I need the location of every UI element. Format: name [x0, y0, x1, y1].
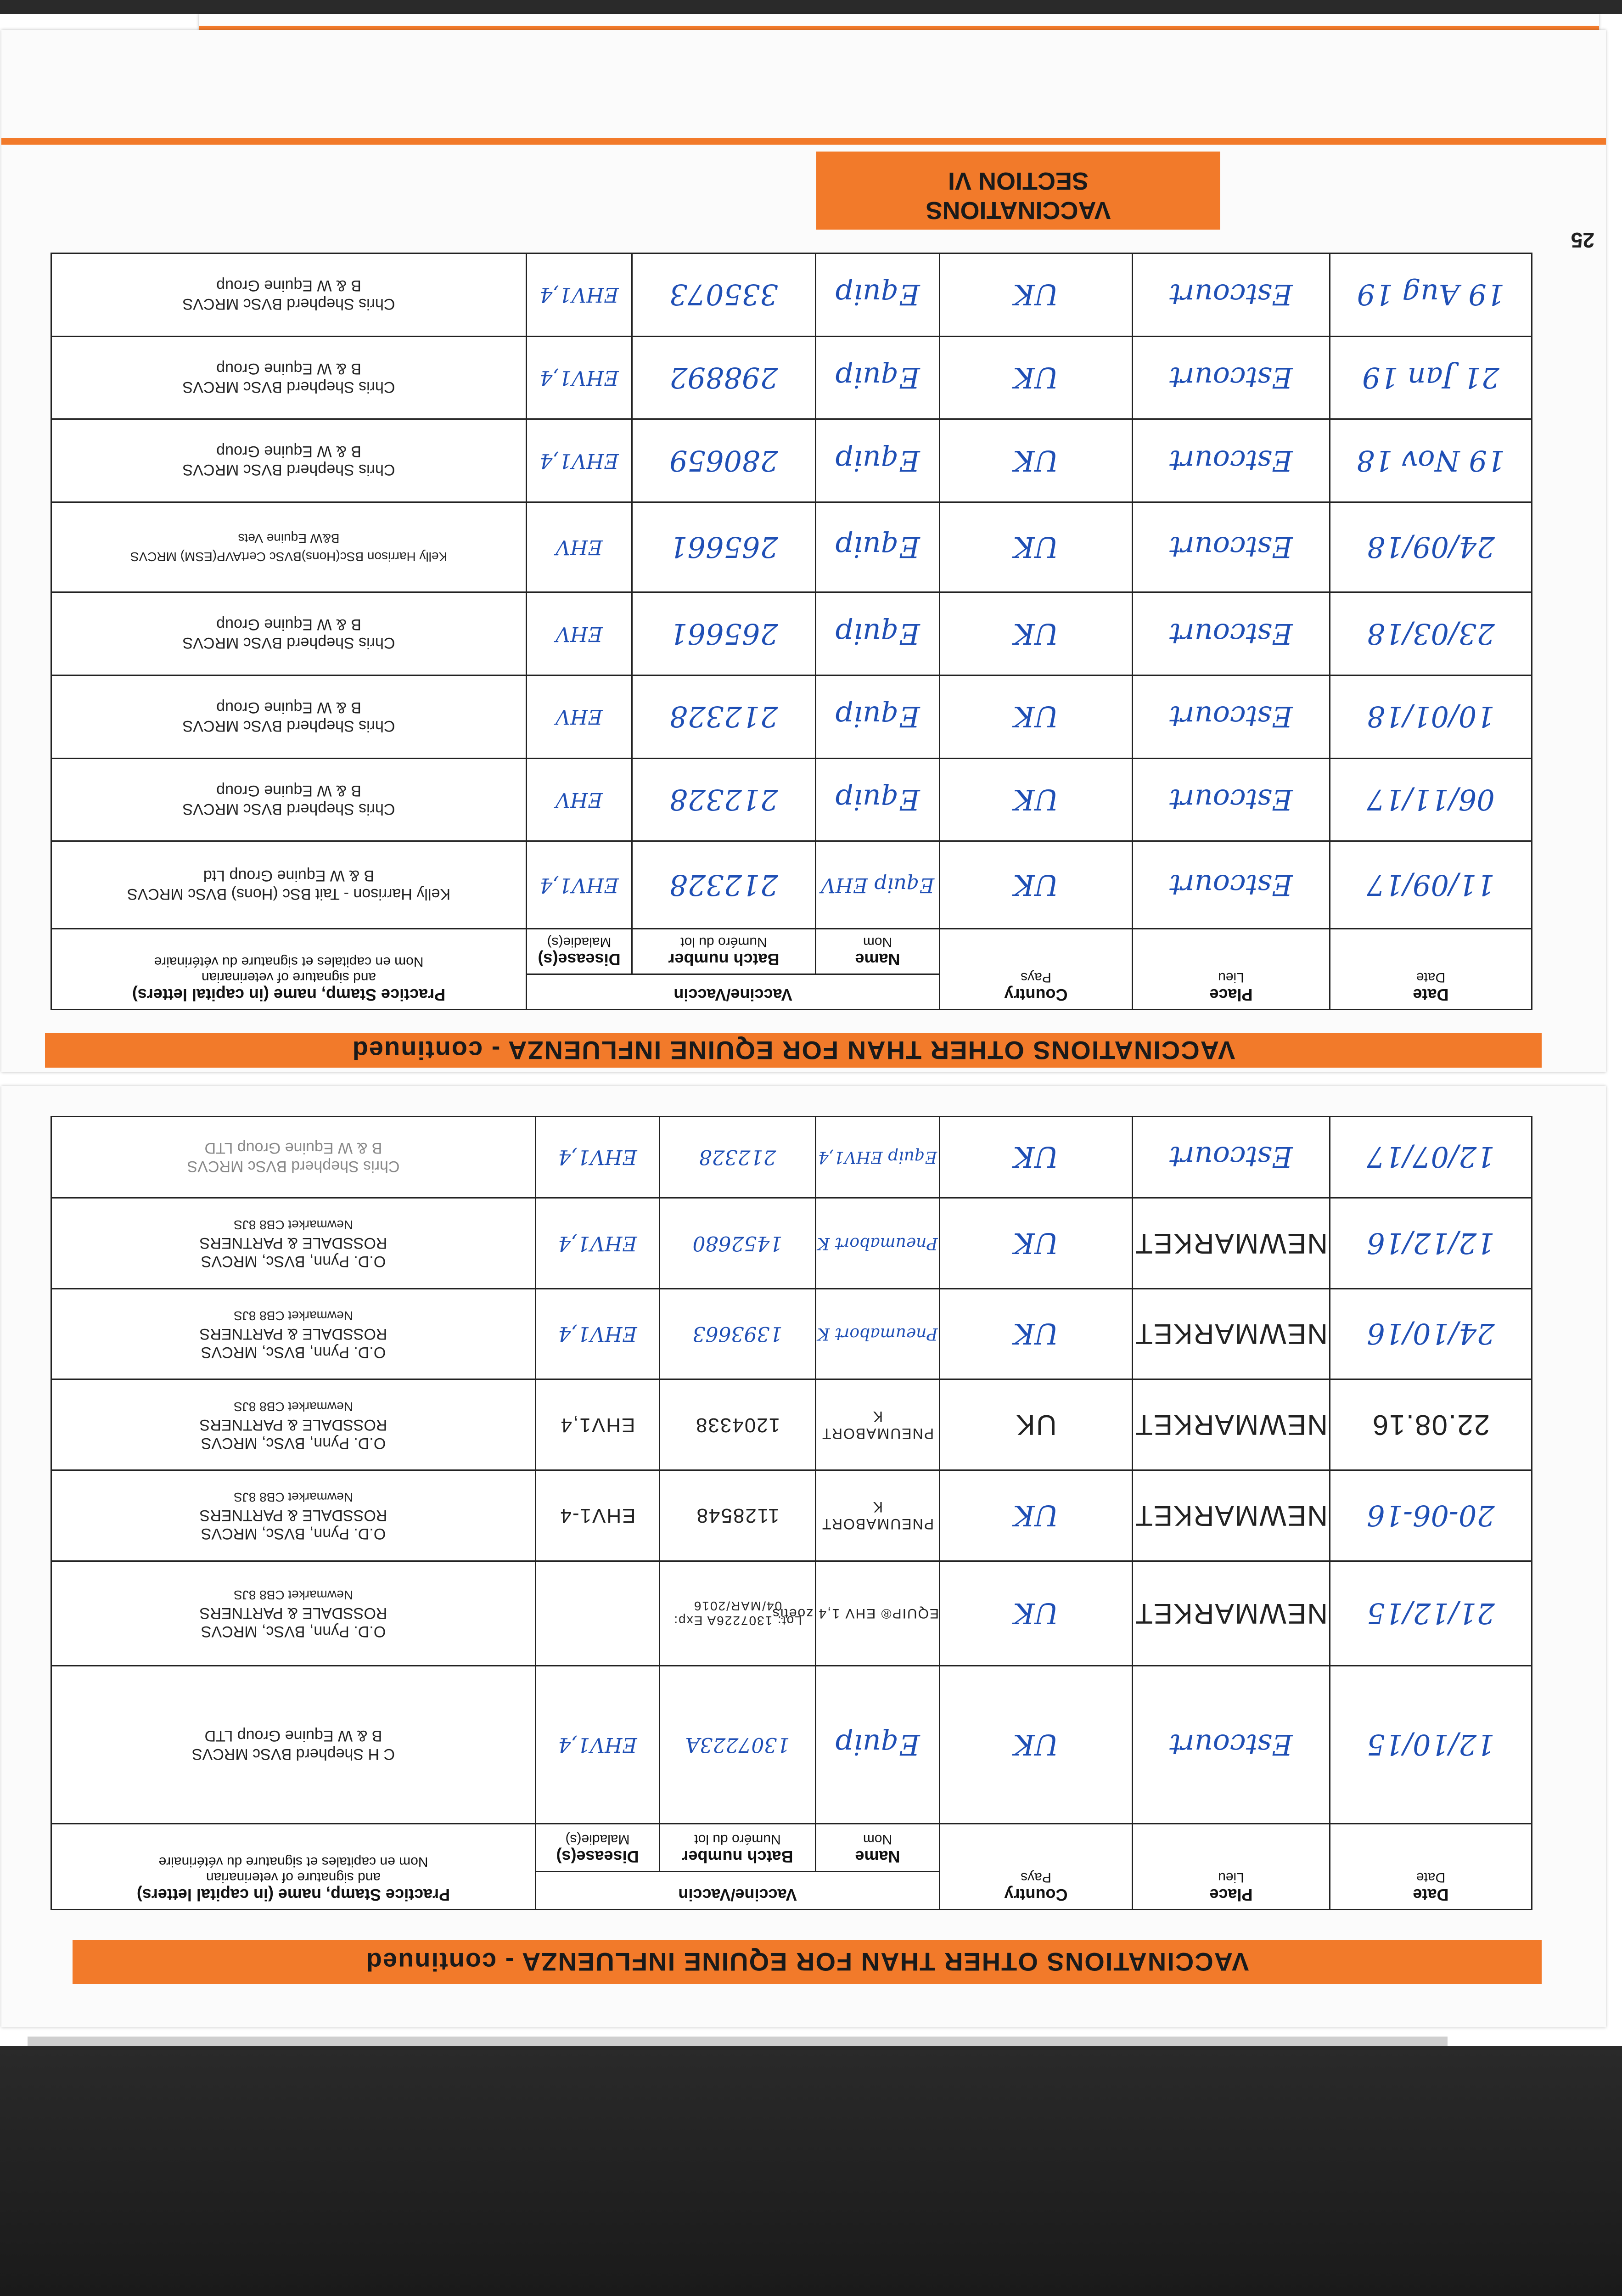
cell-name: Equip [816, 253, 940, 337]
cell-batch: 1393663 [660, 1289, 816, 1379]
cell-batch: 212328 [660, 1117, 816, 1198]
table-row [51, 1117, 1532, 1198]
header-stamp: Practice Stamp, name (in capital letters) and signature of veterinarian Nom en capitales et signature du vétérinaire [51, 929, 527, 1010]
cell-country: UK [940, 419, 1133, 502]
vet-stamp: O.D. Pynn, BVSc, MRCVS ROSSDALE & PARTNERS Newmarket CB8 8JS [51, 1198, 536, 1289]
scanner-edge-bottom [0, 2046, 1622, 2296]
vet-stamp: Chris Shepherd BVSc MRCVS B & W Equine Group [51, 253, 527, 337]
header-country: Country Pays [940, 1823, 1133, 1909]
table-row [51, 253, 1532, 337]
cell-name: Equip [816, 419, 940, 502]
cell-batch: 265661 [632, 592, 816, 675]
vet-stamp: Chris Shepherd BVSc MRCVS B & W Equine Group [51, 419, 527, 502]
vet-stamp: Chris Shepherd BVSc MRCVS B & W Equine Group LTD [51, 1117, 536, 1198]
cell-batch: 1204338 [660, 1379, 816, 1470]
vet-stamp: Chris Shepherd BVSc MRCVS B & W Equine Group [51, 592, 527, 675]
vet-stamp: Kelly Harrison - Tait BSc (Hons) BVSc MRCVS B & W Equine Group Ltd [51, 841, 527, 929]
vet-stamp: Kelly Harrison BSc(Hons)BVSc CertAVP(ESM) MRCVS B&W Equine Vets [51, 502, 527, 592]
table-row [51, 841, 1532, 929]
cell-name: Pneumabort K [816, 1289, 940, 1379]
cell-disease [536, 1561, 660, 1666]
cell-place: NEWMARKET [1133, 1379, 1330, 1470]
cell-country: UK [940, 1117, 1133, 1198]
cell-disease: EHV [527, 758, 632, 841]
cell-place: Estcourt [1133, 253, 1330, 337]
vet-stamp: O.D. Pynn, BVSc, MRCVS ROSSDALE & PARTNERS Newmarket CB8 8JS [51, 1470, 536, 1561]
vet-stamp: O.D. Pynn, BVSc, MRCVS ROSSDALE & PARTNERS Newmarket CB8 8JS [51, 1289, 536, 1379]
cell-date: 22.08.16 [1330, 1379, 1532, 1470]
cell-country: UK [940, 1379, 1133, 1470]
cell-date: 11/09/17 [1330, 841, 1532, 929]
cell-place: Estcourt [1133, 758, 1330, 841]
cell-place: NEWMARKET [1133, 1289, 1330, 1379]
cell-disease: EHV1,4 [527, 253, 632, 337]
cell-date: 12/07/17 [1330, 1117, 1532, 1198]
table-row [51, 592, 1532, 675]
section-tab-line-2: SECTION VI [948, 167, 1089, 195]
cell-name: Equip [816, 592, 940, 675]
header-vaccine: Vaccine/Vaccin [536, 1871, 940, 1909]
table-row [51, 1198, 1532, 1289]
cell-batch: 265661 [632, 502, 816, 592]
cell-batch: Lot: 1307226A Exp: 04/MAR/2016 [660, 1561, 816, 1666]
cell-country: UK [940, 675, 1133, 759]
table-row [51, 1379, 1532, 1470]
cell-name: Equip [816, 336, 940, 419]
cell-name: Pneumabort K [816, 1198, 940, 1289]
page-upper [1, 30, 1606, 1072]
header-vaccine: Vaccine/Vaccin [527, 974, 940, 1009]
cell-country: UK [940, 592, 1133, 675]
header-name: Name Nom [816, 929, 940, 974]
cell-disease: EHV1,4 [527, 336, 632, 419]
cell-disease: EHV1,4 [536, 1379, 660, 1470]
cell-disease: EHV1,4 [536, 1117, 660, 1198]
vet-stamp: Chris Shepherd BVSc MRCVS B & W Equine Group [51, 675, 527, 759]
vet-stamp: O.D. Pynn, BVSc, MRCVS ROSSDALE & PARTNERS Newmarket CB8 8JS [51, 1379, 536, 1470]
scanner-edge-top [0, 0, 1622, 14]
cell-date: 19 Nov 18 [1330, 419, 1532, 502]
cell-place: NEWMARKET [1133, 1198, 1330, 1289]
cell-country: UK [940, 1198, 1133, 1289]
cell-date: 24/10/16 [1330, 1289, 1532, 1379]
cell-name: Equip EHV1,4 [816, 1117, 940, 1198]
cell-name: Equip [816, 758, 940, 841]
cell-disease: EHV1,4 [536, 1666, 660, 1823]
header-place: Place Lieu [1133, 929, 1330, 1010]
cell-place: Estcourt [1133, 419, 1330, 502]
cell-disease: EHV1,4 [536, 1198, 660, 1289]
cell-name: EQUIP® EHV 1,4 zoetis [816, 1561, 940, 1666]
header-batch: Batch number Numéro du lot [660, 1823, 816, 1871]
cell-date: 21/12/15 [1330, 1561, 1532, 1666]
cell-disease: EHV1-4 [536, 1470, 660, 1561]
cell-date: 12/12/16 [1330, 1198, 1532, 1289]
cell-place: Estcourt [1133, 1117, 1330, 1198]
cell-place: Estcourt [1133, 841, 1330, 929]
cell-disease: EHV [527, 675, 632, 759]
cell-date: 19 Aug 19 [1330, 253, 1532, 337]
table-row [51, 419, 1532, 502]
cell-name: PNEUMABORT K [816, 1470, 940, 1561]
section-tab [816, 152, 1220, 230]
cell-place: Estcourt [1133, 336, 1330, 419]
cell-date: 20-06-16 [1330, 1470, 1532, 1561]
cell-date: 23/03/18 [1330, 592, 1532, 675]
cell-date: 06/11/17 [1330, 758, 1532, 841]
table-row [51, 502, 1532, 592]
cell-disease: EHV1,4 [527, 419, 632, 502]
header-name: Name Nom [816, 1823, 940, 1871]
table-row [51, 1470, 1532, 1561]
cell-name: PNEUMABORT K [816, 1379, 940, 1470]
cell-name: Equip [816, 502, 940, 592]
cell-place: Estcourt [1133, 1666, 1330, 1823]
cell-place: Estcourt [1133, 592, 1330, 675]
page-number: 25 [1571, 228, 1594, 252]
vet-stamp: Chris Shepherd BVSc MRCVS B & W Equine Group [51, 758, 527, 841]
cell-date: 21 Jan 19 [1330, 336, 1532, 419]
cell-country: UK [940, 1561, 1133, 1666]
cell-country: UK [940, 758, 1133, 841]
header-place: Place Lieu [1133, 1823, 1330, 1909]
cell-country: UK [940, 1470, 1133, 1561]
cell-batch: 1452680 [660, 1198, 816, 1289]
cell-name: Equip EHV [816, 841, 940, 929]
cell-name: Equip [816, 1666, 940, 1823]
cell-batch: 212328 [632, 675, 816, 759]
header-disease: Disease(s) Maladie(s) [536, 1823, 660, 1871]
table-row [51, 758, 1532, 841]
table-row [51, 1289, 1532, 1379]
cell-batch: 335073 [632, 253, 816, 337]
vet-stamp: Chris Shepherd BVSc MRCVS B & W Equine Group [51, 336, 527, 419]
cell-country: UK [940, 253, 1133, 337]
lower-page-title: VACCINATIONS OTHER THAN FOR EQUINE INFLUENZA - continued [73, 1940, 1542, 1984]
cell-disease: EHV [527, 592, 632, 675]
table-row [51, 1666, 1532, 1823]
header-country: Country Pays [940, 929, 1133, 1010]
cell-place: Estcourt [1133, 502, 1330, 592]
cell-batch: 212328 [632, 841, 816, 929]
section-tab-line-1: VACCINATIONS [926, 197, 1111, 224]
page-edge [28, 2037, 1448, 2046]
cell-disease: EHV1,4 [536, 1289, 660, 1379]
cell-batch: 212328 [632, 758, 816, 841]
header-stamp: Practice Stamp, name (in capital letters) and signature of veterinarian Nom en capitales et signature du vétérinaire [51, 1823, 536, 1909]
cell-disease: EHV1,4 [527, 841, 632, 929]
cell-country: UK [940, 336, 1133, 419]
cell-country: UK [940, 1666, 1133, 1823]
cell-place: Estcourt [1133, 675, 1330, 759]
cell-country: UK [940, 1289, 1133, 1379]
section-orange-rule [1, 138, 1606, 145]
table-row [51, 1561, 1532, 1666]
cell-place: NEWMARKET [1133, 1561, 1330, 1666]
page-lower [1, 1086, 1606, 2027]
upper-vaccination-table [51, 253, 1532, 1010]
cell-batch: 298892 [632, 336, 816, 419]
cell-batch: 1307223A [660, 1666, 816, 1823]
header-date: Date Date [1330, 1823, 1532, 1909]
cell-place: NEWMARKET [1133, 1470, 1330, 1561]
cell-batch: 1128548 [660, 1470, 816, 1561]
header-date: Date Date [1330, 929, 1532, 1010]
vet-stamp: C H Shepherd BVSc MRCVS B & W Equine Group LTD [51, 1666, 536, 1823]
cell-country: UK [940, 502, 1133, 592]
cell-date: 10/01/18 [1330, 675, 1532, 759]
upper-page-title: VACCINATIONS OTHER THAN FOR EQUINE INFLUENZA - continued [45, 1033, 1542, 1068]
cell-country: UK [940, 841, 1133, 929]
header-batch: Batch number Numéro du lot [632, 929, 816, 974]
header-disease: Disease(s) Maladie(s) [527, 929, 632, 974]
table-row [51, 675, 1532, 759]
cell-disease: EHV [527, 502, 632, 592]
lower-vaccination-table [51, 1116, 1532, 1910]
cell-date: 24/09/18 [1330, 502, 1532, 592]
table-row [51, 336, 1532, 419]
cell-name: Equip [816, 675, 940, 759]
cell-batch: 280659 [632, 419, 816, 502]
cell-date: 12/10/15 [1330, 1666, 1532, 1823]
vet-stamp: O.D. Pynn, BVSc, MRCVS ROSSDALE & PARTNERS Newmarket CB8 8JS [51, 1561, 536, 1666]
